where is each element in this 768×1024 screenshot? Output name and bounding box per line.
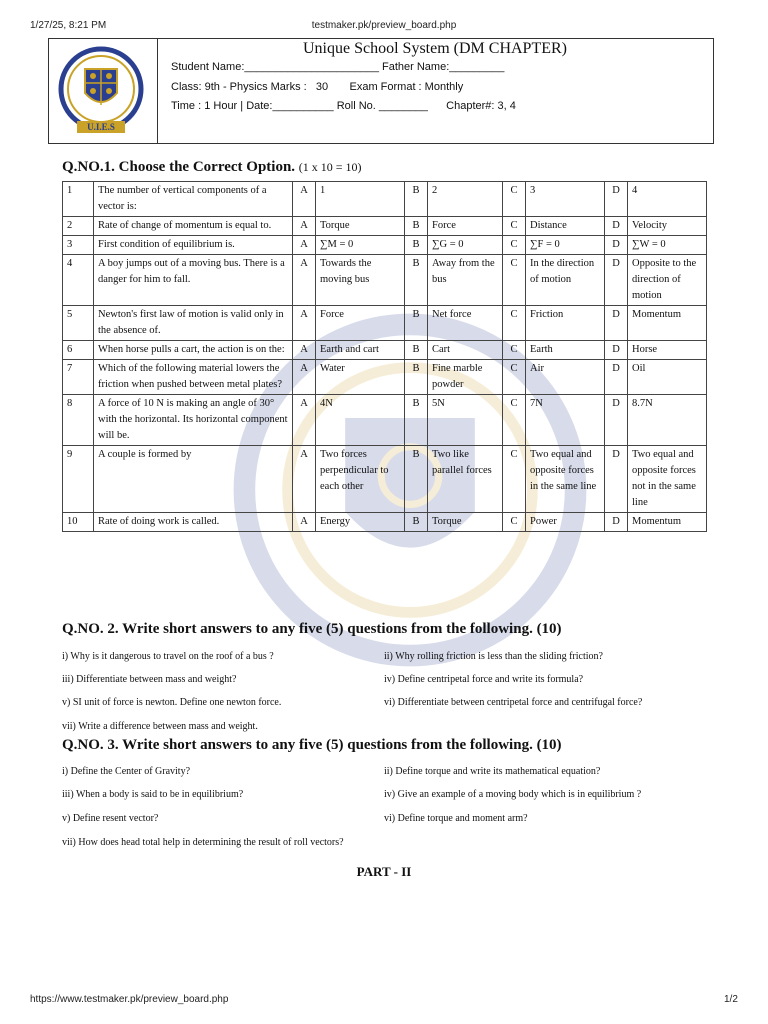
mcq-row [63,513,707,532]
option-b: Torque [428,513,503,532]
option-letter: D [605,182,628,217]
question-text: Rate of change of momentum is equal to. [94,217,293,236]
option-a: 1 [316,182,405,217]
question-text: Rate of doing work is called. [94,513,293,532]
option-a: 4N [316,395,405,446]
option-a: Earth and cart [316,341,405,360]
option-letter: D [605,306,628,341]
option-letter: A [293,182,316,217]
q3-item: vii) How does head total help in determining the result of roll vectors? [62,837,344,848]
option-b: Two like parallel forces [428,446,503,513]
option-b: Force [428,217,503,236]
q3-item: ii) Define torque and write its mathematical equation? [384,766,601,777]
option-letter: C [503,446,526,513]
option-letter: D [605,236,628,255]
q3-item: iii) When a body is said to be in equilibrium? [62,789,244,800]
option-d: 8.7N [628,395,707,446]
option-letter: D [605,360,628,395]
logo-text: U.I.E.S [87,122,115,132]
option-b: 5N [428,395,503,446]
part-two-heading: PART - II [356,864,412,879]
q2-item: ii) Why rolling friction is less than the sliding friction? [384,651,603,662]
question-number: 10 [63,513,94,532]
q3-item: i) Define the Center of Gravity? [62,766,191,777]
question-text: The number of vertical components of a vector is: [94,182,293,217]
option-letter: C [503,306,526,341]
question-number: 8 [63,395,94,446]
q3-item: iv) Give an example of a moving body which is in equilibrium ? [384,789,642,800]
mcq-row [63,182,707,217]
option-letter: D [605,395,628,446]
option-d: Momentum [628,513,707,532]
option-c: 7N [526,395,605,446]
logo-cell [49,39,158,143]
print-page-title: testmaker.pk/preview_board.php [311,20,457,31]
question-number: 2 [63,217,94,236]
question-text: Newton's first law of motion is valid only in the absence of. [94,306,293,341]
mcq-row [63,255,707,306]
option-a: Energy [316,513,405,532]
option-d: Opposite to the direction of motion [628,255,707,306]
mcq-row [63,395,707,446]
option-letter: D [605,446,628,513]
mcq-row [63,236,707,255]
option-letter: A [293,255,316,306]
question-text: A boy jumps out of a moving bus. There is a danger for him to fall. [94,255,293,306]
option-letter: B [405,446,428,513]
option-letter: A [293,306,316,341]
option-a: ∑M = 0 [316,236,405,255]
question-text: A couple is formed by [94,446,293,513]
option-a: Water [316,360,405,395]
print-page-number: 1/2 [724,994,738,1005]
option-d: Momentum [628,306,707,341]
option-c: 3 [526,182,605,217]
question-number: 4 [63,255,94,306]
option-letter: D [605,255,628,306]
option-letter: A [293,446,316,513]
option-a: Two forces perpendicular to each other [316,446,405,513]
option-letter: C [503,395,526,446]
q2-item: iii) Differentiate between mass and weight? [62,674,237,685]
q1-marks: (1 x 10 = 10) [298,160,362,174]
option-d: Horse [628,341,707,360]
print-footer-url: https://www.testmaker.pk/preview_board.php [30,994,229,1005]
option-c: Power [526,513,605,532]
q2-item: v) SI unit of force is newton. Define one newton force. [62,697,282,708]
option-letter: A [293,360,316,395]
option-a: Torque [316,217,405,236]
q2-heading: Q.NO. 2. Write short answers to any five (5) questions from the following. (10) [62,621,562,637]
option-letter: B [405,306,428,341]
q3-item: v) Define resent vector? [62,813,159,824]
option-c: In the direction of motion [526,255,605,306]
option-d: ∑W = 0 [628,236,707,255]
school-logo-icon [49,39,153,143]
mcq-row [63,446,707,513]
option-c: ∑F = 0 [526,236,605,255]
option-b: Away from the bus [428,255,503,306]
option-letter: C [503,341,526,360]
student-info-line: Student Name:______________________ Father Name:_________ [171,61,505,73]
option-c: Friction [526,306,605,341]
option-letter: D [605,341,628,360]
option-c: Distance [526,217,605,236]
option-d: Velocity [628,217,707,236]
option-letter: D [605,217,628,236]
option-a: Force [316,306,405,341]
option-letter: B [405,217,428,236]
option-d: 4 [628,182,707,217]
mcq-row [63,341,707,360]
q1-heading [62,159,362,176]
q2-item: iv) Define centripetal force and write its formula? [384,674,584,685]
option-d: Two equal and opposite forces not in the same line [628,446,707,513]
print-datetime: 1/27/25, 8:21 PM [30,20,107,31]
option-letter: C [503,255,526,306]
question-text: A force of 10 N is making an angle of 30° with the horizontal. Its horizontal component will be. [94,395,293,446]
mcq-row [63,306,707,341]
question-number: 6 [63,341,94,360]
q2-item: i) Why is it dangerous to travel on the roof of a bus ? [62,651,274,662]
class-info-line: Class: 9th - Physics Marks : 30 Exam Format : Monthly [171,81,464,93]
q3-item: vi) Define torque and moment arm? [384,813,528,824]
mcq-row [63,217,707,236]
q2-item: vi) Differentiate between centripetal force and centrifugal force? [384,697,643,708]
option-letter: C [503,182,526,217]
option-letter: B [405,341,428,360]
option-b: Fine marble powder [428,360,503,395]
option-d: Oil [628,360,707,395]
option-letter: C [503,217,526,236]
option-b: Net force [428,306,503,341]
option-letter: A [293,217,316,236]
mcq-row [63,360,707,395]
school-name: Unique School System (DM CHAPTER) [303,40,567,57]
option-letter: C [503,360,526,395]
option-letter: A [293,513,316,532]
q2-item: vii) Write a difference between mass and weight. [62,721,258,732]
option-letter: C [503,236,526,255]
option-letter: A [293,395,316,446]
question-text: Which of the following material lowers the friction when pushed between metal plates? [94,360,293,395]
question-number: 9 [63,446,94,513]
option-letter: B [405,395,428,446]
option-letter: B [405,513,428,532]
option-b: 2 [428,182,503,217]
option-c: Two equal and opposite forces in the same line [526,446,605,513]
question-text: When horse pulls a cart, the action is on the: [94,341,293,360]
option-letter: D [605,513,628,532]
time-info-line: Time : 1 Hour | Date:__________ Roll No. ________ Chapter#: 3, 4 [171,100,516,112]
option-b: ∑G = 0 [428,236,503,255]
question-text: First condition of equilibrium is. [94,236,293,255]
question-number: 1 [63,182,94,217]
mcq-table [62,181,707,532]
option-letter: A [293,236,316,255]
option-letter: B [405,236,428,255]
option-letter: B [405,182,428,217]
option-letter: A [293,341,316,360]
option-letter: B [405,360,428,395]
option-c: Earth [526,341,605,360]
option-letter: B [405,255,428,306]
question-number: 3 [63,236,94,255]
question-number: 7 [63,360,94,395]
question-number: 5 [63,306,94,341]
option-letter: C [503,513,526,532]
exam-header [48,38,714,144]
option-c: Air [526,360,605,395]
q3-heading: Q.NO. 3. Write short answers to any five (5) questions from the following. (10) [62,737,562,753]
option-b: Cart [428,341,503,360]
q1-title: Q.NO.1. Choose the Correct Option. [62,159,296,175]
option-a: Towards the moving bus [316,255,405,306]
